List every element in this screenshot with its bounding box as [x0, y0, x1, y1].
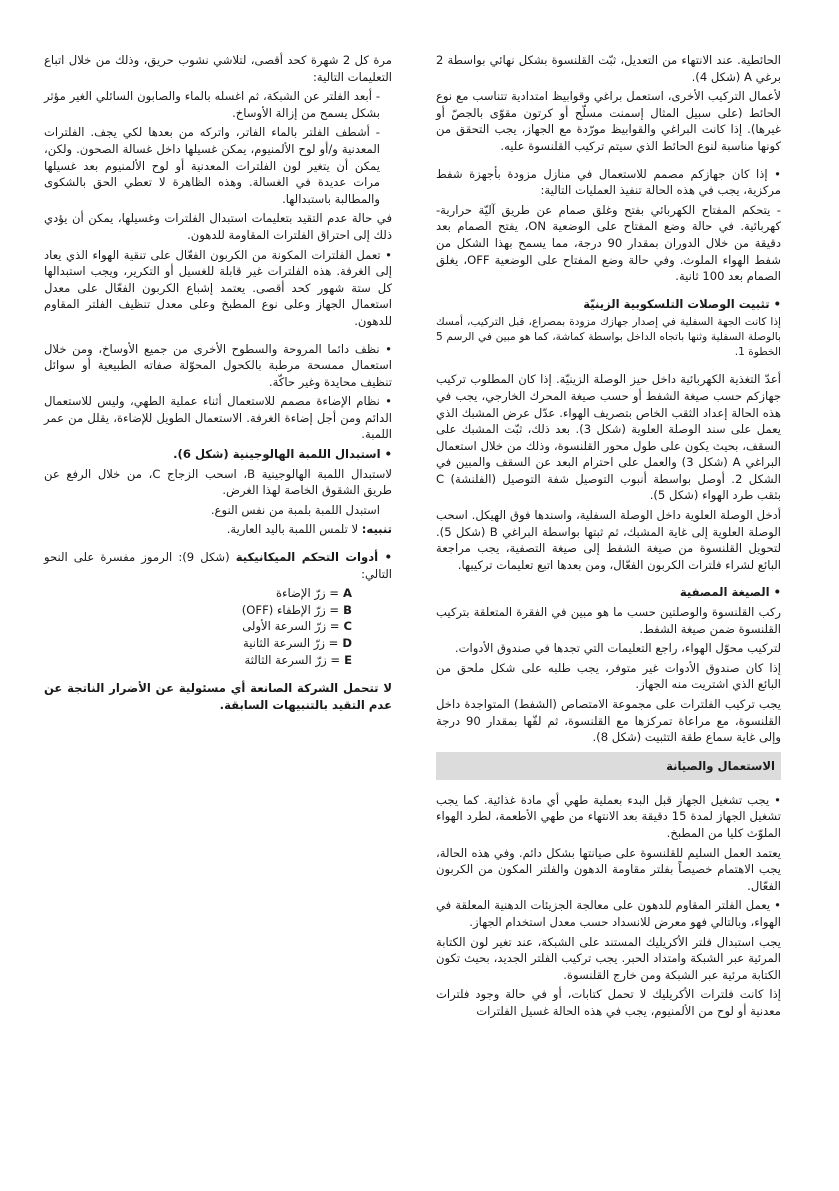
controls-intro [44, 549, 392, 582]
paragraph: الحائطية. عند الانتهاء من التعديل، ثبّت القلنسوة بشكل نهائي بواسطة 2 برغي A (شكل 4). [436, 53, 781, 84]
bullet-paragraph: • يجب تشغيل الجهاز قبل البدء بعملية طهي أي مادة غذائية. كما يجب تشغيل الجهاز لمدة 15 دقيقة بعد الانتهاء من طهي الأطعمة، لطرد الهواء الملوّث كليا من المطبخ. [436, 792, 781, 840]
section-heading-lamp: • استبدال اللمبة الهالوجينية (شكل 6). [173, 447, 392, 462]
control-item [44, 652, 352, 669]
control-key: D [342, 636, 352, 650]
control-key: C [343, 619, 352, 634]
control-item [44, 602, 352, 619]
control-item [44, 635, 352, 652]
bullet-paragraph: • نظف دائما المروحة والسطوح الأخرى من جميع الأوساخ، ومن خلال استعمال ممسحة مرطبة بالكحول المحوّلة صفاته الطبيعية أو سوائل تنظيف محايدة وغير حاكّة. [44, 341, 392, 389]
control-item [44, 618, 352, 635]
bullet-paragraph: • تعمل الفلترات المكونة من الكربون الفعّال على تنقية الهواء الذي يعاد إلى الغرفة. هذه الفلترات غير قابلة للغسيل أو التكرير، ويجب استبدالها كل ستة شهور كحد أقصى. يعتمد إشباع الكربون الفعّال على معدل استعمال الجهاز وعلى نوع المطبخ وعلى معدل تنظيف الفلتر المقاوم للدهون. [44, 247, 392, 328]
section-title-bar: الاستعمال والصيانة [436, 752, 781, 780]
warning-label: تنبيه: [361, 522, 392, 537]
left-column [44, 52, 392, 716]
warning-note [44, 521, 392, 538]
paragraph: ركب القلنسوة والوصلتين حسب ما هو مبين في الفقرة المتعلقة بتركيب القلنسوة ضمن صيغة الشفط. [436, 605, 781, 636]
paragraph: إذا كان صندوق الأدوات غير متوفر، يجب طلبه على شكل ملحق من البائع الذي اشتريت منه الجهاز. [436, 660, 781, 692]
disclaimer: لا تتحمل الشركة الصانعة أي مسئولية عن الأضرار الناتجة عن عدم التقيد بالتنبيهات السابقة. [44, 681, 392, 712]
controls-heading: • أدوات التحكم الميكانيكية [235, 550, 392, 565]
paragraph: أعدّ التغذية الكهربائية داخل حيز الوصلة الزينيّة. إذا كان المطلوب تركيب جهازكم حسب صيغة الشفط أو حسب صيغة المحرك الخارجي، يجب في هذه الحالة إعداد الثقب الخاص بتصريف الهواء. عدّل عرض المشبك الذي يعمل على سند الوصلة العلوية (شكل 3). بعد ذلك، ثبّت المشبك على السقف، بحيث يكون على طول محور القلنسوة، وذلك من خلال استعمال البراغي A (شكل 3) والعمل على احترام البعد عن السقف والمبين في الشكل 2. أوصل بواسطة أنبوب التوصيل شفة التوصيل (الفلنشة) C بثقب طرد الهواء (شكل 5). [436, 372, 781, 503]
paragraph: في حالة عدم التقيد بتعليمات استبدال الفلترات وغسيلها، يمكن أن يؤدي ذلك إلى احتراق الفلترات المقاومة للدهون. [44, 211, 392, 242]
paragraph: إذا كانت فلترات الأكريليك لا تحمل كتابات، أو في حالة وجود فلترات معدنية أو لوح من الألمنيوم، يجب في هذه الحالة غسيل الفلترات [436, 987, 781, 1018]
step-paragraph: - أشطف الفلتر بالماء الفاتر، واتركه من بعدها لكي يجف. الفلترات المعدنية و/أو لوح الألمنيوم، يمكن غسيلها داخل غسالة الصحون. ولكن، يمكن أن يتغير لون الفلترات المعدنية أو لوح الألمنيوم بعد غسيلها مرات عديدة في الغسالة. وهذه الظاهرة لا تعطي الحق بالشكوى والمطالبة باستبدالها. [44, 125, 380, 206]
paragraph: لتركيب محوّل الهواء، راجع التعليمات التي تجدها في صندوق الأدوات. [454, 641, 781, 656]
paragraph: أدخل الوصلة العلوية داخل الوصلة السفلية، واسندها فوق الهيكل. اسحب الوصلة العلوية إلى غاية المشبك، ثم ثبتها بواسطة البراغي B (شكل 5). لتحويل القلنسوة من صيغة الشفط إلى صيغة التصفية، يجب مراجعة البائع لشراء فلترات الكربون الفعّال، ومن بعدها اتبع تعليمات تركيبها. [436, 508, 781, 572]
paragraph: لأعمال التركيب الأخرى، استعمل براغي وقوابيظ امتدادية تتناسب مع نوع الحائط (على سبيل المثال إسمنت مسلّح أو كرتون مقوّى بالجصّ أو غيرها). إذا كانت البراغي والقوابيظ مورّدة مع الجهاز، يجب التحقق من كونها مناسبة لنوع الحائط الذي سيتم تركيب القلنسوة عليه. [436, 89, 781, 153]
paragraph: - يتحكم المفتاح الكهربائي بفتح وغلق صمام عن طريق آليّة حرارية-كهربائية. في حالة وضع المفتاح على الوضعية ON، يفتح الصمام بعد دقيقة من خلال الدوران بمقدار 90 درجة، مما يسمح بهذا الشكل من شفط الهواء الملوث. وفي حالة وضع المفتاح على الوضعية OFF، يغلق الصمام بعد 100 ثانية. [436, 202, 781, 284]
control-label: = زرّ السرعة الثانية [243, 636, 339, 650]
control-label: = زرّ السرعة الثالثة [244, 652, 341, 667]
section-heading-telescopic: • تثبيت الوصلات التلسكوبية الزينيّة [583, 296, 781, 311]
warning-text: لا تلمس اللمبة باليد العارية. [226, 522, 362, 537]
controls-text: (شكل 9): الرموز مفسرة على النحو التالي: [44, 550, 392, 581]
control-key: E [344, 652, 352, 667]
control-item [44, 585, 352, 602]
right-column [436, 52, 781, 1023]
paragraph: استبدل اللمبة بلمبة من نفس النوع. [210, 502, 380, 517]
step-paragraph: - أبعد الفلتر عن الشبكة، ثم اغسله بالماء والصابون السائلي الغير مؤثر بشكل يسمح من إزالة الأوساخ. [44, 89, 380, 120]
paragraph: يجب استبدال فلتر الأكريليك المستند على الشبكة، عند تغير لون الكتابة المرئية عبر الشبكة وامتداد الحبر. يجب تركيب الفلتر الجديد، بحيث تكون الكتابة مرئية عبر الشبكة ومن خارج القلنسوة. [436, 934, 781, 982]
paragraph: إذا كانت الجهة السفلية في إصدار جهازك مزودة بمصراع، قبل التركيب، أمسك بالوصلة السفلية وثنها باتجاه الداخل بواسطة كماشة، كما هو مبين في الرسم 5 الخطوة 1. [436, 316, 781, 359]
control-key: B [343, 602, 352, 617]
control-key: A [343, 586, 352, 601]
control-label: = زرّ الإطفاء (OFF) [241, 602, 340, 617]
bullet-paragraph: • نظام الإضاءة مصمم للاستعمال أثناء عملية الطهي، وليس للاستعمال الدائم ومن أجل إضاءة الغرفة. الاستعمال الطويل للإضاءة، يقلل من عمر اللمبة. [44, 394, 392, 442]
bullet-paragraph: • يعمل الفلتر المقاوم للدهون على معالجة الجزيئات الدهنية المعلقة في الهواء، وبالتالي فهو معرض للانسداد حسب معدل استخدام الجهاز. [436, 898, 781, 929]
controls-legend [44, 585, 392, 668]
control-label: = زرّ السرعة الأولى [242, 619, 340, 634]
paragraph: لاستبدال اللمبة الهالوجينية B، اسحب الزجاج C، من خلال الرفع عن طريق الشقوق الخاصة لهذا الغرض. [44, 466, 392, 498]
bullet-paragraph: • إذا كان جهازكم مصمم للاستعمال في منازل مزودة بأجهزة شفط مركزية، يجب في هذه الحالة تنفيذ العمليات التالية: [436, 166, 781, 198]
control-label: = زرّ الإضاءة [275, 586, 340, 601]
section-heading-filter: • الصيغة المصفية [679, 585, 781, 600]
paragraph: يعتمد العمل السليم للقلنسوة على صيانتها بشكل دائم. وفي هذه الحالة، يجب الاهتمام خصيصاً بفلتر مقاومة الدهون والفلتر المكون من الكربون الفعّال. [436, 845, 781, 893]
paragraph: يجب تركيب الفلترات على مجموعة الامتصاص (الشفط) المتواجدة داخل القلنسوة، مع مراعاة تمركزها مع القلنسوة، ثم لفّها بمقدار 90 درجة وإلى غاية سماع طقة التثبيت (شكل 8). [436, 697, 781, 745]
paragraph: مرة كل 2 شهرة كحد أقصى، لتلاشي نشوب حريق، وذلك من خلال اتباع التعليمات التالية: [44, 53, 392, 84]
